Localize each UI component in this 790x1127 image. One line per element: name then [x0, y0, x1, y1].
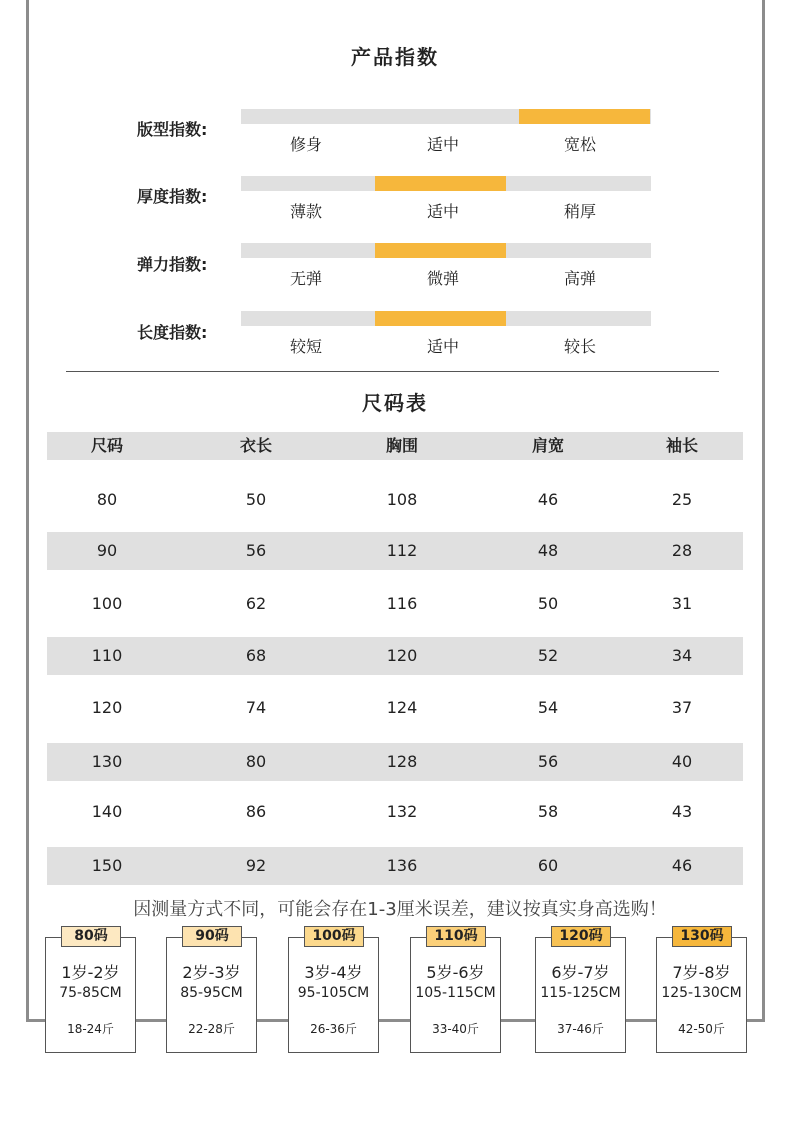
table-cell: 136 — [386, 856, 418, 875]
card-age: 5岁-6岁 — [426, 963, 485, 982]
index-indicator-elasticity — [375, 243, 506, 258]
table-cell: 120 — [91, 698, 123, 717]
header-cell: 胸围 — [385, 436, 418, 455]
index-indicator-thickness — [375, 176, 506, 191]
table-cell: 58 — [537, 802, 559, 821]
section-divider — [66, 371, 719, 372]
table-cell: 90 — [96, 541, 118, 560]
index-option: 适中 — [426, 337, 459, 356]
header-cell: 尺码 — [90, 436, 123, 455]
table-cell: 28 — [671, 541, 693, 560]
size-card-90 — [166, 928, 257, 1053]
card-height: 115-125CM — [540, 985, 621, 1001]
table-cell: 112 — [386, 541, 418, 560]
index-option: 较短 — [289, 337, 322, 356]
table-cell: 40 — [671, 752, 693, 771]
measurement-note: 因测量方式不同，可能会存在1-3厘米误差，建议按真实身高选购！ — [133, 899, 667, 920]
index-option: 修身 — [289, 135, 322, 154]
table-cell: 150 — [91, 856, 123, 875]
table-cell: 25 — [671, 490, 693, 509]
size-tag: 120码 — [551, 926, 611, 947]
table-cell: 130 — [91, 752, 123, 771]
size-table-header — [47, 432, 743, 460]
card-weight: 18-24斤 — [67, 1022, 114, 1036]
table-cell: 31 — [671, 594, 693, 613]
table-row — [47, 743, 743, 781]
frame-right-border — [762, 0, 765, 1022]
header-cell: 肩宽 — [531, 436, 564, 455]
table-row — [47, 481, 743, 519]
card-age: 6岁-7岁 — [551, 963, 610, 982]
card-weight: 37-46斤 — [557, 1022, 604, 1036]
table-cell: 124 — [386, 698, 418, 717]
table-cell: 52 — [537, 646, 559, 665]
card-height: 95-105CM — [297, 985, 370, 1001]
index-indicator-length — [375, 311, 506, 326]
card-age: 1岁-2岁 — [61, 963, 120, 982]
size-tag: 130码 — [672, 926, 732, 947]
header-cell: 衣长 — [239, 436, 272, 455]
size-card-110 — [410, 928, 501, 1053]
table-cell: 56 — [245, 541, 267, 560]
table-cell: 140 — [91, 802, 123, 821]
table-row — [47, 793, 743, 831]
table-cell: 74 — [245, 698, 267, 717]
size-chart-title: 尺码表 — [362, 391, 428, 415]
table-cell: 80 — [245, 752, 267, 771]
card-age: 7岁-8岁 — [672, 963, 731, 982]
index-option: 高弹 — [563, 269, 596, 288]
size-tag: 100码 — [304, 926, 364, 947]
table-cell: 100 — [91, 594, 123, 613]
index-option: 稍厚 — [563, 202, 596, 221]
table-cell: 68 — [245, 646, 267, 665]
index-bar-elasticity — [241, 243, 651, 258]
card-height: 85-95CM — [180, 985, 243, 1001]
index-bar-fit — [241, 109, 651, 124]
index-label-elasticity: 弹力指数: — [137, 255, 208, 274]
table-cell: 110 — [91, 646, 123, 665]
table-cell: 92 — [245, 856, 267, 875]
index-option: 较长 — [563, 337, 596, 356]
index-indicator-fit — [519, 109, 650, 124]
index-option: 微弹 — [426, 269, 459, 288]
table-cell: 132 — [386, 802, 418, 821]
product-index-title: 产品指数 — [351, 45, 439, 69]
index-label-length: 长度指数: — [137, 323, 208, 342]
table-row — [47, 532, 743, 570]
table-cell: 48 — [537, 541, 559, 560]
card-weight: 22-28斤 — [188, 1022, 235, 1036]
table-cell: 46 — [537, 490, 559, 509]
table-cell: 54 — [537, 698, 559, 717]
table-cell: 50 — [537, 594, 559, 613]
table-cell: 120 — [386, 646, 418, 665]
card-height: 75-85CM — [59, 985, 122, 1001]
card-age: 3岁-4岁 — [304, 963, 363, 982]
card-height: 125-130CM — [661, 985, 742, 1001]
table-cell: 80 — [96, 490, 118, 509]
card-weight: 26-36斤 — [310, 1022, 357, 1036]
size-card-100 — [288, 928, 379, 1053]
size-tag: 90码 — [182, 926, 242, 947]
table-cell: 60 — [537, 856, 559, 875]
table-cell: 37 — [671, 698, 693, 717]
card-weight: 33-40斤 — [432, 1022, 479, 1036]
card-height: 105-115CM — [415, 985, 496, 1001]
index-bar-thickness — [241, 176, 651, 191]
index-option: 薄款 — [289, 202, 322, 221]
size-card-120 — [535, 928, 626, 1053]
size-tag: 80码 — [61, 926, 121, 947]
card-age: 2岁-3岁 — [182, 963, 241, 982]
index-option: 适中 — [426, 135, 459, 154]
table-cell: 46 — [671, 856, 693, 875]
table-cell: 62 — [245, 594, 267, 613]
table-cell: 128 — [386, 752, 418, 771]
table-cell: 86 — [245, 802, 267, 821]
index-bar-length — [241, 311, 651, 326]
index-option: 适中 — [426, 202, 459, 221]
index-label-fit: 版型指数: — [137, 120, 208, 139]
size-card-130 — [656, 928, 747, 1053]
card-weight: 42-50斤 — [678, 1022, 725, 1036]
size-tag: 110码 — [426, 926, 486, 947]
header-cell: 袖长 — [665, 436, 698, 455]
table-row — [47, 689, 743, 727]
table-cell: 34 — [671, 646, 693, 665]
frame-bottom-border — [26, 1019, 765, 1022]
table-cell: 56 — [537, 752, 559, 771]
frame-left-border — [26, 0, 29, 1022]
index-label-thickness: 厚度指数: — [137, 187, 208, 206]
table-row — [47, 585, 743, 623]
size-card-80 — [45, 928, 136, 1053]
table-row — [47, 637, 743, 675]
table-cell: 108 — [386, 490, 418, 509]
table-row — [47, 847, 743, 885]
index-option: 宽松 — [563, 135, 596, 154]
table-cell: 116 — [386, 594, 418, 613]
table-cell: 50 — [245, 490, 267, 509]
table-cell: 43 — [671, 802, 693, 821]
index-option: 无弹 — [289, 269, 322, 288]
